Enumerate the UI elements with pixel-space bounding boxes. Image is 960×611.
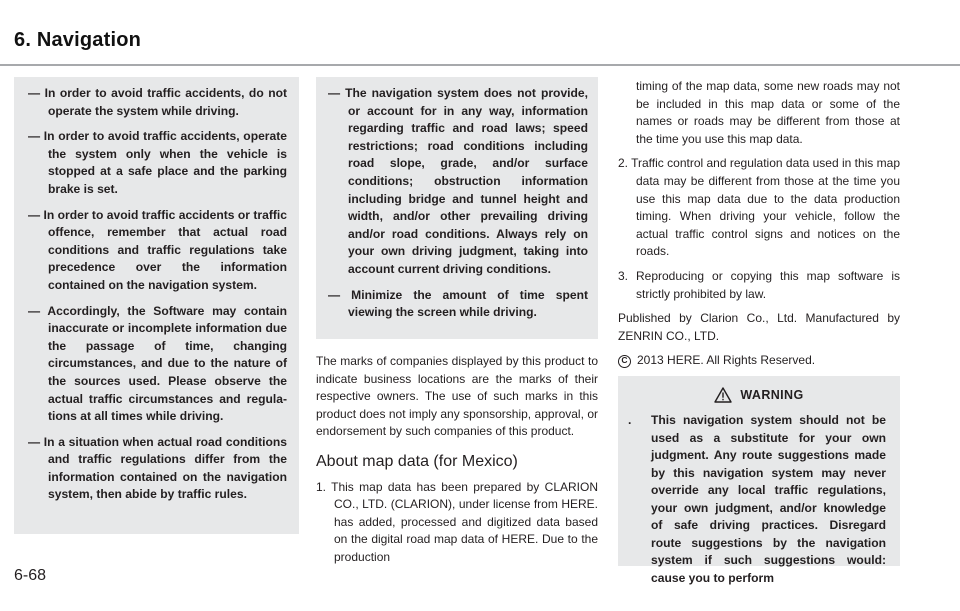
caution-item: — Accordingly, the Software may contain inaccurate or incomplete information due the passage of time, changing circumstances, and due to the nature of the sources used. Please observe the actual traffic circumstances and regulations at all times while driving. — [28, 303, 287, 424]
published-by: Published by Clarion Co., Ltd. Manufactured by ZENRIN CO., LTD. — [618, 311, 900, 343]
copyright-text: 2013 HERE. All Rights Reserved. — [637, 353, 816, 368]
caution-item: — In order to avoid traffic accidents or traffic offence, remember that actual road conditions and traffic regulations take precedence over the information contained on the navigation system. — [28, 207, 287, 292]
page-number: 6-68 — [14, 567, 47, 584]
right-text-column — [618, 78, 900, 402]
middle-caution-box — [316, 77, 598, 339]
list-item: 1. This map data has been prepared by CLARION CO., LTD. (CLARION), under license from HERE. has added, processed and digitized data based on the digital road map data of HERE. Due to the production — [316, 479, 598, 564]
caution-item: — Minimize the amount of time spent viewing the screen while driving. — [328, 287, 588, 320]
bullet: . — [628, 413, 632, 427]
warning-item — [628, 412, 886, 587]
warning-box — [618, 376, 900, 585]
section-title: 6. Navigation — [14, 29, 142, 51]
copyright-icon: C — [618, 355, 631, 368]
warning-text: This navigation system should not be used as a substitute for your own judgment. Any route suggestions made by this navigation system may never override any local traffic regulations, your own judgment, and/or knowledge of safe driving practices. Disregard route suggestions by the navigation system if such suggestions would: cause you to perform — [651, 413, 886, 585]
caution-item: — In order to avoid traffic accidents, do not operate the system while driving. — [28, 86, 287, 118]
marks-paragraph: The marks of companies displayed by this product to indicate business locations are the marks of their respective owners. The use of such marks in this product does not imply any sponsorship, approval, or endorsement by such companies of this product. — [316, 354, 598, 439]
caution-item: — The navigation system does not provide, or account for in any way, information regarding traffic and road laws; speed restrictions; road conditions including road slope, grade, and/or surface conditions; obstruction information including bridge and tunnel height and width, and/or other prevailing driving and/or road conditions. Always rely on your own driving judgment, taking into account current driving conditions. — [328, 86, 588, 276]
map-data-list-cont — [618, 155, 900, 303]
warning-triangle-icon — [714, 387, 732, 403]
list-item-continued: timing of the map data, some new roads may not be included in this map data or some of the names or roads may be different from those at the time you use this map data. — [636, 79, 900, 146]
list-item: 3. Reproducing or copying this map software is strictly prohibited by law. — [618, 268, 900, 301]
warning-label: WARNING — [740, 388, 804, 402]
map-data-heading: About map data (for Mexico) — [316, 452, 518, 470]
middle-caution-list — [316, 77, 598, 322]
warning-header — [618, 384, 900, 406]
middle-text-column — [316, 353, 598, 574]
map-data-list — [316, 479, 598, 567]
warning-list — [618, 412, 900, 587]
left-caution-box — [14, 77, 299, 534]
list-item: 2. Traffic control and regulation data used in this map data may be different from those at the time you use this map data due to the data production timing. When driving your vehicle, follow the actual traffic control signs and notices on the roads. — [618, 156, 900, 259]
left-caution-list — [14, 77, 299, 504]
caution-item: — In a situation when actual road conditions and traffic regulations differ from the information contained on the navigation system, then abide by traffic rules. — [28, 434, 287, 502]
caution-item: — In order to avoid traffic accidents, operate the system only when the vehicle is stopped at a safe place and the parking brake is set. — [28, 129, 287, 196]
header-divider — [0, 64, 960, 66]
copyright-line — [618, 352, 900, 370]
